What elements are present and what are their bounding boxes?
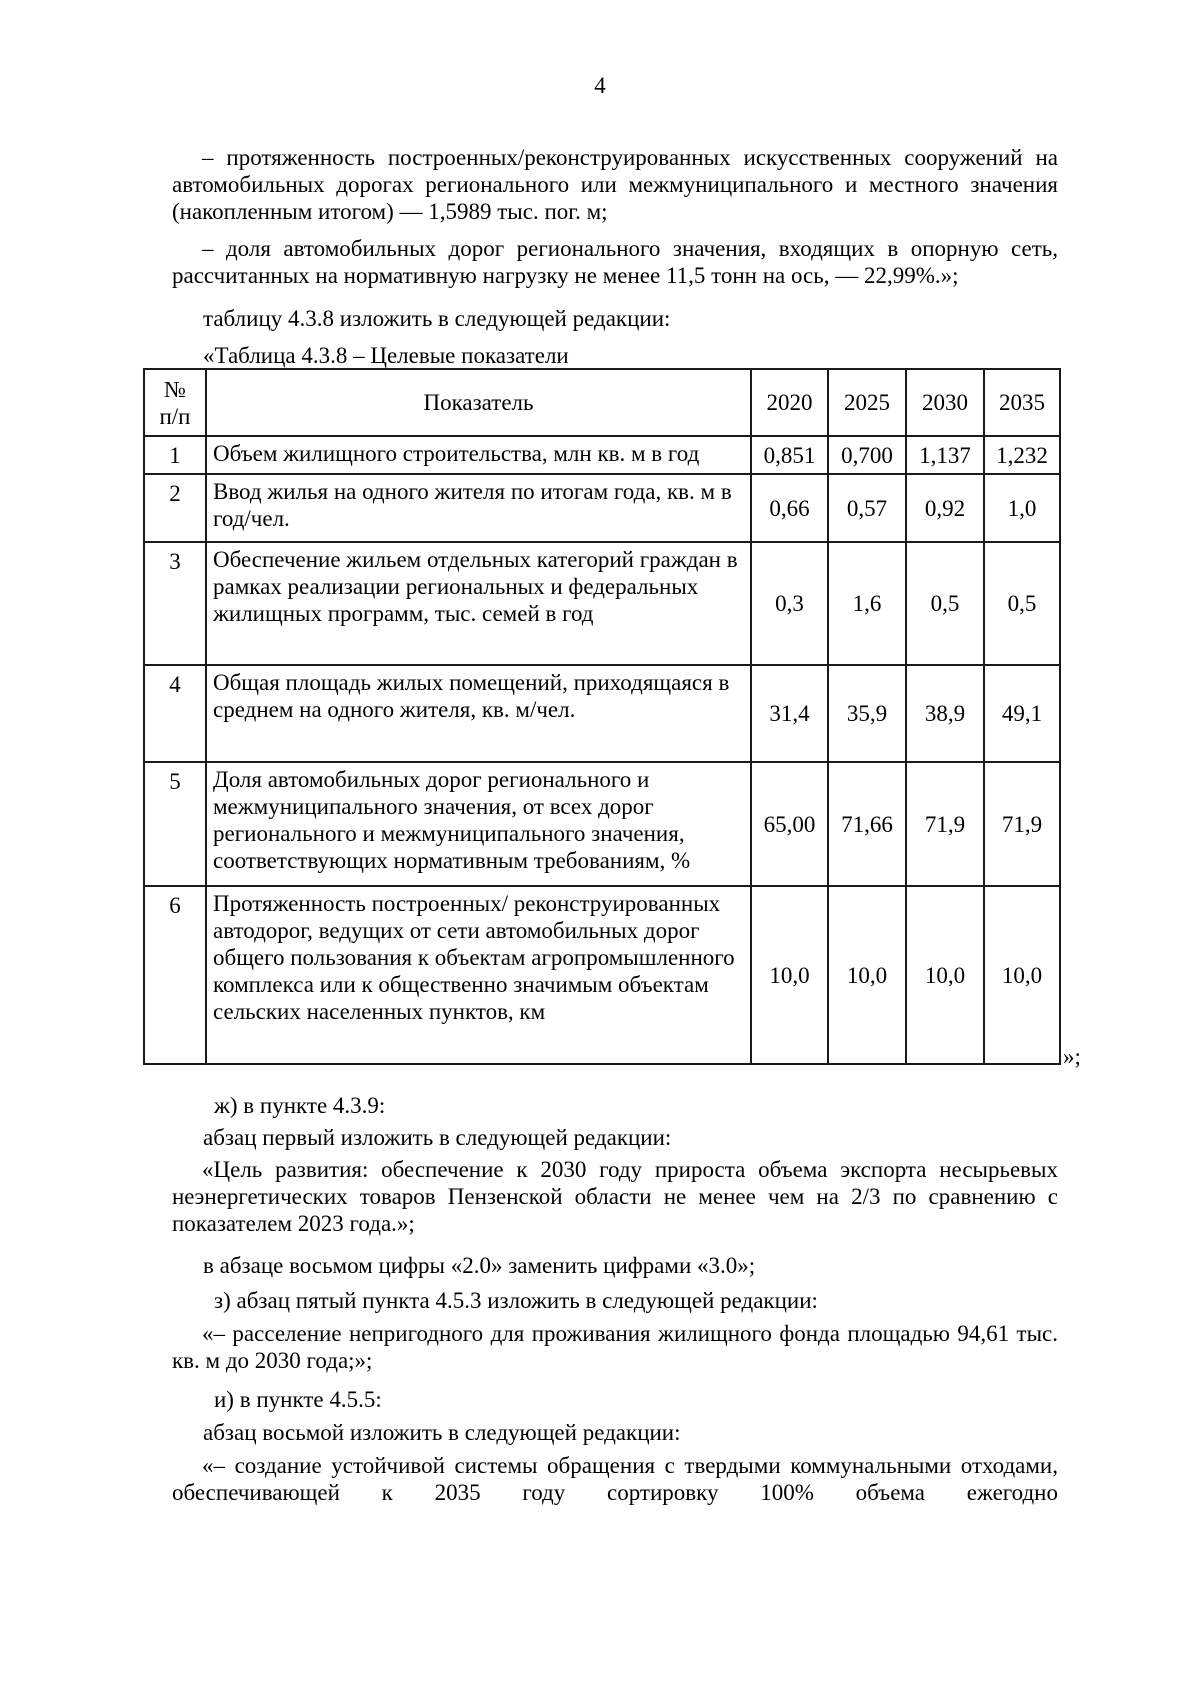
value-2030: 0,5 [906, 542, 984, 665]
header-2035: 2035 [984, 369, 1060, 436]
value-2020: 10,0 [751, 886, 828, 1064]
value-2035: 1,232 [984, 436, 1060, 474]
value-2035: 10,0 [984, 886, 1060, 1064]
value-2025: 35,9 [828, 665, 906, 762]
value-2025: 0,57 [828, 474, 906, 542]
value-2025: 10,0 [828, 886, 906, 1064]
value-2020: 0,851 [751, 436, 828, 474]
row-indicator: Общая площадь жилых помещений, приходящаяся в среднем на одного жителя, кв. м/чел. [206, 665, 751, 762]
item-i-text: «– создание устойчивой системы обращения с твердыми коммунальными отходами, обеспечивающей к 2035 году сортировку 100% объема ежегодно [172, 1453, 1058, 1505]
value-2025: 71,66 [828, 762, 906, 886]
row-indicator: Ввод жилья на одного жителя по итогам года, кв. м в год/чел. [206, 474, 751, 542]
item-zh-digits: в абзаце восьмом цифры «2.0» заменить цифрами «3.0»; [203, 1253, 756, 1278]
value-2035: 71,9 [984, 762, 1060, 886]
table-row [144, 886, 1060, 1064]
table-row [144, 762, 1060, 886]
row-number: 3 [144, 542, 206, 665]
target-indicators-table [143, 368, 1061, 1065]
item-zh-text: «Цель развития: обеспечение к 2030 году прироста объема экспорта несырьевых неэнергетических товаров Пензенской области не менее чем на 2/3 по сравнению с показателем 2023 года.»; [172, 1157, 1058, 1236]
value-2025: 1,6 [828, 542, 906, 665]
header-2020: 2020 [751, 369, 828, 436]
table-row [144, 474, 1060, 542]
header-num-symbol: № [164, 376, 186, 402]
item-i-abzac: абзац восьмой изложить в следующей редакции: [203, 1420, 681, 1445]
item-zh-abzac: абзац первый изложить в следующей редакции: [203, 1125, 672, 1150]
row-indicator: Протяженность построенных/ реконструированных автодорог, ведущих от сети автомобильных дорог общего пользования к объектам агропромышленного комплекса или к общественно значимым объектам сельских населенных пунктов, км [206, 886, 751, 1064]
item-zh: ж) в пункте 4.3.9: [214, 1093, 386, 1118]
value-2020: 31,4 [751, 665, 828, 762]
paragraph-table-intro: таблицу 4.3.8 изложить в следующей редакции: [203, 306, 671, 331]
paragraph-bridges-length: – протяженность построенных/реконструированных искусственных сооружений на автомобильных дорогах регионального или межмуниципального и местного значения (накопленным итогом) — 1,5989 тыс. пог. м; [172, 145, 1058, 224]
row-indicator: Объем жилищного строительства, млн кв. м в год [206, 436, 751, 474]
row-number: 6 [144, 886, 206, 1064]
value-2030: 38,9 [906, 665, 984, 762]
value-2035: 49,1 [984, 665, 1060, 762]
value-2035: 0,5 [984, 542, 1060, 665]
value-2025: 0,700 [828, 436, 906, 474]
header-num [144, 369, 206, 436]
value-2035: 1,0 [984, 474, 1060, 542]
table-row [144, 665, 1060, 762]
row-indicator: Доля автомобильных дорог регионального и межмуниципального значения, от всех дорог регионального и межмуниципального значения, соответствующих нормативным требованиям, % [206, 762, 751, 886]
table-closing-quote: »; [1063, 1044, 1081, 1069]
table-caption: «Таблица 4.3.8 – Целевые показатели [203, 343, 569, 368]
header-2030: 2030 [906, 369, 984, 436]
header-num-abbr: п/п [159, 403, 191, 429]
row-number: 2 [144, 474, 206, 542]
value-2030: 71,9 [906, 762, 984, 886]
item-z: з) абзац пятый пункта 4.5.3 изложить в следующей редакции: [214, 1288, 818, 1313]
row-indicator: Обеспечение жильем отдельных категорий граждан в рамках реализации региональных и федеральных жилищных программ, тыс. семей в год [206, 542, 751, 665]
value-2020: 65,00 [751, 762, 828, 886]
row-number: 1 [144, 436, 206, 474]
item-i: и) в пункте 4.5.5: [214, 1387, 382, 1412]
value-2030: 1,137 [906, 436, 984, 474]
row-number: 5 [144, 762, 206, 886]
header-2025: 2025 [828, 369, 906, 436]
value-2030: 10,0 [906, 886, 984, 1064]
table-row [144, 542, 1060, 665]
value-2030: 0,92 [906, 474, 984, 542]
value-2020: 0,3 [751, 542, 828, 665]
paragraph-roads-share: – доля автомобильных дорог регионального значения, входящих в опорную сеть, рассчитанных на нормативную нагрузку не менее 11,5 тонн на ось, — 22,99%.»; [172, 236, 1058, 288]
item-z-text: «– расселение непригодного для проживания жилищного фонда площадью 94,61 тыс. кв. м до 2030 года;»; [172, 1321, 1058, 1373]
table-header-row [144, 369, 1060, 436]
header-indicator: Показатель [206, 369, 751, 436]
page-number: 4 [594, 73, 606, 98]
value-2020: 0,66 [751, 474, 828, 542]
row-number: 4 [144, 665, 206, 762]
table-row [144, 436, 1060, 474]
